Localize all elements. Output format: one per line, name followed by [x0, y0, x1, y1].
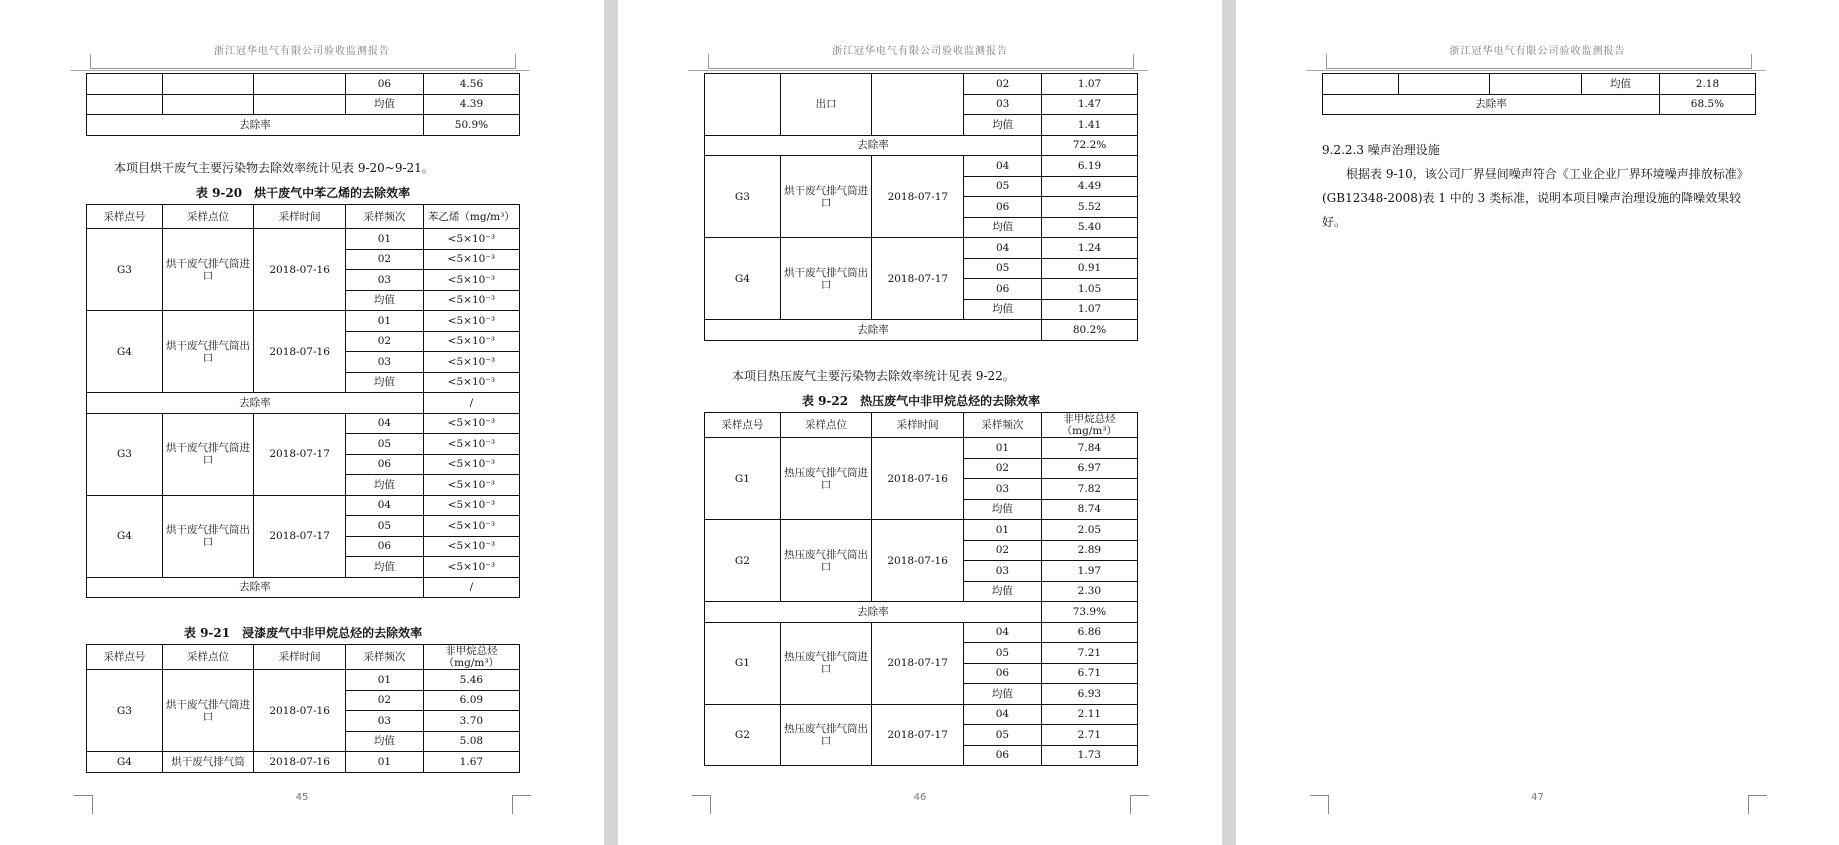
document-page-45: [0, 0, 604, 845]
measured-value: <5×10⁻³: [423, 331, 519, 352]
sampling-frequency: 02: [346, 690, 424, 711]
crop-mark: [1748, 795, 1767, 814]
sampling-point: G3: [87, 413, 163, 495]
column-header: 苯乙烯（mg/m³）: [423, 205, 519, 229]
column-header: 采样点位: [162, 645, 253, 670]
sampling-location: 热压废气排气筒出口: [780, 520, 871, 602]
sampling-location: 烘干废气排气筒出口: [162, 495, 253, 577]
measured-value: 6.19: [1042, 156, 1138, 177]
sampling-frequency: 02: [346, 331, 424, 352]
sampling-frequency: 06: [964, 279, 1042, 300]
section-title: 9.2.2.3 噪声治理设施: [1322, 143, 1440, 157]
table-cell: [1398, 74, 1490, 95]
sampling-date: 2018-07-16: [872, 520, 964, 602]
crop-mark: [1130, 795, 1149, 814]
sampling-point: G2: [705, 520, 781, 602]
sampling-frequency: 01: [346, 229, 424, 250]
measured-value: <5×10⁻³: [423, 413, 519, 434]
table-continuation: [86, 73, 520, 136]
table-row: [87, 645, 520, 670]
sampling-frequency: 03: [964, 94, 1042, 115]
sampling-frequency: 均值: [964, 299, 1042, 320]
table-row: [705, 602, 1138, 623]
sampling-frequency: 01: [964, 520, 1042, 541]
measured-value: 6.97: [1041, 458, 1137, 479]
header-bracket: [90, 54, 516, 69]
sampling-point: G3: [87, 670, 163, 752]
removal-rate-label: 去除率: [705, 135, 1042, 156]
table-cell: [254, 94, 346, 115]
measured-value: <5×10⁻³: [423, 495, 519, 516]
sampling-frequency: 05: [964, 176, 1042, 197]
sampling-point: G4: [87, 495, 163, 577]
sampling-frequency: 03: [346, 711, 424, 732]
page-header: 浙江冠华电气有限公司验收监测报告: [214, 46, 390, 57]
sampling-date: 2018-07-17: [872, 156, 964, 238]
sampling-frequency: 06: [346, 454, 424, 475]
sampling-frequency: 01: [346, 311, 424, 332]
sampling-frequency: 06: [964, 663, 1042, 684]
measured-value: <5×10⁻³: [423, 536, 519, 557]
sampling-frequency: 02: [346, 249, 424, 270]
measured-value: 7.21: [1041, 643, 1137, 664]
sampling-frequency: 均值: [346, 290, 424, 311]
sampling-location: 烘干废气排气筒进口: [162, 229, 253, 311]
crop-mark: [692, 795, 711, 814]
measured-value: 1.24: [1042, 238, 1138, 259]
measured-value: 5.08: [423, 731, 519, 752]
measured-value: 1.73: [1041, 745, 1137, 766]
header-bracket: [1326, 54, 1752, 69]
sampling-location: 热压废气排气筒进口: [780, 438, 871, 520]
sampling-frequency: 06: [964, 745, 1042, 766]
page-header: 浙江冠华电气有限公司验收监测报告: [1449, 46, 1626, 57]
measured-value: <5×10⁻³: [423, 311, 519, 332]
table-row: [705, 438, 1138, 459]
crop-mark: [1310, 795, 1329, 814]
table-cell: 均值: [345, 94, 423, 115]
table-row: [87, 115, 520, 136]
measured-value: <5×10⁻³: [423, 372, 519, 393]
measured-value: 7.84: [1041, 438, 1137, 459]
table-cell: [1323, 74, 1399, 95]
page-number: 47: [1531, 792, 1544, 803]
table-cell: 2.18: [1659, 74, 1755, 95]
sampling-location: 烘干废气排气筒出口: [162, 311, 253, 393]
sampling-frequency: 05: [964, 258, 1042, 279]
sampling-frequency: 05: [964, 725, 1042, 746]
table-cell: [162, 94, 254, 115]
table-9-22-caption: 表 9-22 热压废气中非甲烷总烃的去除效率: [801, 394, 1041, 408]
measured-value: 1.47: [1042, 94, 1138, 115]
measured-value: <5×10⁻³: [423, 229, 519, 250]
table-row: [87, 670, 520, 691]
table-row: [705, 135, 1138, 156]
sampling-frequency: 03: [346, 352, 424, 373]
sampling-frequency: 均值: [964, 499, 1042, 520]
measured-value: <5×10⁻³: [423, 352, 519, 373]
removal-rate-value: 50.9%: [423, 115, 519, 136]
sampling-date: 2018-07-16: [254, 670, 346, 752]
sampling-frequency: 均值: [346, 557, 424, 578]
removal-rate-label: 去除率: [87, 393, 424, 414]
sampling-frequency: 05: [346, 434, 424, 455]
table-row: [87, 752, 520, 773]
sampling-frequency: 04: [346, 495, 424, 516]
sampling-date: 2018-07-17: [254, 413, 346, 495]
table-row: [87, 311, 520, 332]
sampling-point: [705, 74, 781, 136]
measured-value: 1.07: [1042, 74, 1138, 95]
measured-value: 1.07: [1042, 299, 1138, 320]
column-header: 采样点号: [87, 645, 163, 670]
sampling-date: 2018-07-16: [872, 438, 964, 520]
removal-rate-label: 去除率: [87, 577, 424, 598]
sampling-location: 烘干废气排气筒进口: [162, 670, 253, 752]
sampling-frequency: 均值: [346, 372, 424, 393]
measured-value: <5×10⁻³: [423, 557, 519, 578]
table-9-20-caption: 表 9-20 烘干废气中苯乙烯的去除效率: [195, 186, 411, 200]
measured-value: 5.52: [1042, 197, 1138, 218]
table-row: [87, 393, 520, 414]
table-row: [705, 704, 1138, 725]
measured-value: 6.09: [423, 690, 519, 711]
measured-value: 5.40: [1042, 217, 1138, 238]
table-cell: [87, 74, 163, 95]
sampling-date: 2018-07-16: [254, 752, 346, 773]
sampling-frequency: 01: [346, 752, 424, 773]
sampling-point: G1: [705, 438, 781, 520]
sampling-date: 2018-07-17: [254, 495, 346, 577]
sampling-point: G3: [87, 229, 163, 311]
sampling-frequency: 均值: [964, 581, 1042, 602]
table-row: [705, 413, 1138, 438]
measured-value: 5.46: [423, 670, 519, 691]
column-header: 采样频次: [346, 645, 424, 670]
column-header: 采样频次: [346, 205, 424, 229]
sampling-date: 2018-07-16: [254, 229, 346, 311]
removal-rate-value: 73.9%: [1041, 602, 1137, 623]
measured-value: 1.05: [1042, 279, 1138, 300]
measured-value: 1.67: [423, 752, 519, 773]
table-continuation: [1322, 73, 1756, 115]
measured-value: 8.74: [1041, 499, 1137, 520]
table-cell: 4.56: [423, 74, 519, 95]
sampling-location: 热压废气排气筒进口: [780, 622, 871, 704]
sampling-frequency: 03: [964, 561, 1042, 582]
header-rule: [70, 70, 530, 71]
table-row: [87, 495, 520, 516]
table-row: [87, 94, 520, 115]
sampling-location: 烘干废气排气筒进口: [780, 156, 872, 238]
header-rule: [1306, 70, 1766, 71]
column-header: 非甲烷总烃（mg/m³）: [423, 645, 519, 670]
measured-value: <5×10⁻³: [423, 290, 519, 311]
sampling-frequency: 02: [964, 74, 1042, 95]
sampling-point: G3: [705, 156, 781, 238]
sampling-frequency: 04: [964, 156, 1042, 177]
table-row: [87, 229, 520, 250]
removal-rate-value: /: [423, 577, 519, 598]
measured-value: 1.97: [1041, 561, 1137, 582]
column-header: 采样时间: [872, 413, 964, 438]
measured-value: 6.93: [1041, 684, 1137, 705]
measured-value: <5×10⁻³: [423, 516, 519, 537]
sampling-frequency: 02: [964, 540, 1042, 561]
sampling-frequency: 均值: [964, 217, 1042, 238]
removal-rate-value: /: [423, 393, 519, 414]
sampling-frequency: 均值: [346, 731, 424, 752]
sampling-location: 烘干废气排气筒出口: [780, 238, 872, 320]
sampling-frequency: 02: [964, 458, 1042, 479]
table-row: [705, 74, 1138, 95]
table-cell: [87, 94, 163, 115]
sampling-frequency: 06: [346, 536, 424, 557]
column-header: 采样点位: [780, 413, 871, 438]
table-row: [705, 238, 1138, 259]
sampling-location: 热压废气排气筒出口: [780, 704, 871, 766]
sampling-location: 烘干废气排气筒: [162, 752, 253, 773]
measured-value: <5×10⁻³: [423, 249, 519, 270]
column-header: 采样时间: [254, 205, 346, 229]
column-header: 采样频次: [964, 413, 1042, 438]
measured-value: 2.11: [1041, 704, 1137, 725]
page-number: 45: [295, 792, 309, 803]
column-header: 采样点号: [705, 413, 781, 438]
removal-rate-label: 去除率: [1323, 94, 1660, 115]
removal-rate-label: 去除率: [705, 320, 1042, 341]
sampling-location: 出口: [780, 74, 872, 136]
measured-value: 1.41: [1042, 115, 1138, 136]
removal-rate-value: 72.2%: [1042, 135, 1138, 156]
measured-value: 7.82: [1041, 479, 1137, 500]
table-9-22: [704, 412, 1138, 766]
measured-value: 2.89: [1041, 540, 1137, 561]
sampling-date: [872, 74, 964, 136]
sampling-frequency: 05: [964, 643, 1042, 664]
sampling-date: 2018-07-17: [872, 238, 964, 320]
table-row: [87, 577, 520, 598]
sampling-frequency: 04: [964, 238, 1042, 259]
measured-value: <5×10⁻³: [423, 475, 519, 496]
column-header: 非甲烷总烃（mg/m³）: [1041, 413, 1137, 438]
table-cell: [1490, 74, 1582, 95]
sampling-frequency: 03: [964, 479, 1042, 500]
measured-value: 4.49: [1042, 176, 1138, 197]
header-rule: [688, 70, 1148, 71]
measured-value: <5×10⁻³: [423, 270, 519, 291]
removal-rate-value: 68.5%: [1659, 94, 1755, 115]
table-row: [87, 413, 520, 434]
measured-value: 2.30: [1041, 581, 1137, 602]
sampling-point: G4: [87, 752, 163, 773]
document-page-46: [618, 0, 1222, 845]
measured-value: 0.91: [1042, 258, 1138, 279]
table-cell: 4.39: [423, 94, 519, 115]
table-row: [87, 74, 520, 95]
crop-mark: [74, 795, 93, 814]
body-paragraph: 根据表 9-10，该公司厂界昼间噪声符合《工业企业厂界环境噪声排放标准》(GB12348-2008)表 1 中的 3 类标准，说明本项目噪声治理设施的降噪效果较好。: [1322, 167, 1749, 229]
table-cell: 均值: [1581, 74, 1659, 95]
sampling-point: G4: [87, 311, 163, 393]
sampling-date: 2018-07-17: [872, 704, 964, 766]
table-row: [1323, 74, 1756, 95]
measured-value: <5×10⁻³: [423, 454, 519, 475]
measured-value: 3.70: [423, 711, 519, 732]
table-row: [705, 320, 1138, 341]
sampling-frequency: 均值: [346, 475, 424, 496]
table-row: [705, 520, 1138, 541]
sampling-frequency: 01: [346, 670, 424, 691]
intro-paragraph: 本项目热压废气主要污染物去除效率统计见表 9-22。: [732, 369, 1015, 383]
sampling-frequency: 01: [964, 438, 1042, 459]
sampling-frequency: 03: [346, 270, 424, 291]
column-header: 采样时间: [254, 645, 346, 670]
header-bracket: [708, 54, 1134, 69]
sampling-point: G4: [705, 238, 781, 320]
table-cell: 06: [345, 74, 423, 95]
column-header: 采样点位: [162, 205, 253, 229]
sampling-frequency: 04: [964, 622, 1042, 643]
removal-rate-label: 去除率: [705, 602, 1042, 623]
sampling-frequency: 均值: [964, 115, 1042, 136]
sampling-frequency: 04: [346, 413, 424, 434]
page-header: 浙江冠华电气有限公司验收监测报告: [832, 46, 1008, 57]
sampling-frequency: 均值: [964, 684, 1042, 705]
removal-rate-value: 80.2%: [1042, 320, 1138, 341]
measured-value: 2.71: [1041, 725, 1137, 746]
measured-value: 2.05: [1041, 520, 1137, 541]
table-row: [1323, 94, 1756, 115]
table-continuation: [704, 73, 1138, 341]
table-row: [705, 622, 1138, 643]
page-number: 46: [913, 792, 927, 803]
intro-paragraph: 本项目烘干废气主要污染物去除效率统计见表 9-20~9-21。: [114, 161, 434, 175]
table-row: [87, 205, 520, 229]
table-9-21-caption: 表 9-21 浸漆废气中非甲烷总烃的去除效率: [183, 626, 423, 640]
document-page-47: [1236, 0, 1839, 845]
table-9-20: [86, 204, 520, 598]
crop-mark: [512, 795, 531, 814]
sampling-date: 2018-07-16: [254, 311, 346, 393]
table-cell: [162, 74, 254, 95]
measured-value: <5×10⁻³: [423, 434, 519, 455]
sampling-location: 烘干废气排气筒进口: [162, 413, 253, 495]
measured-value: 6.86: [1041, 622, 1137, 643]
removal-rate-label: 去除率: [87, 115, 424, 136]
table-cell: [254, 74, 346, 95]
sampling-point: G1: [705, 622, 781, 704]
table-row: [705, 156, 1138, 177]
measured-value: 6.71: [1041, 663, 1137, 684]
sampling-frequency: 05: [346, 516, 424, 537]
table-9-21: [86, 644, 520, 773]
sampling-date: 2018-07-17: [872, 622, 964, 704]
sampling-frequency: 04: [964, 704, 1042, 725]
sampling-frequency: 06: [964, 197, 1042, 218]
sampling-point: G2: [705, 704, 781, 766]
column-header: 采样点号: [87, 205, 163, 229]
